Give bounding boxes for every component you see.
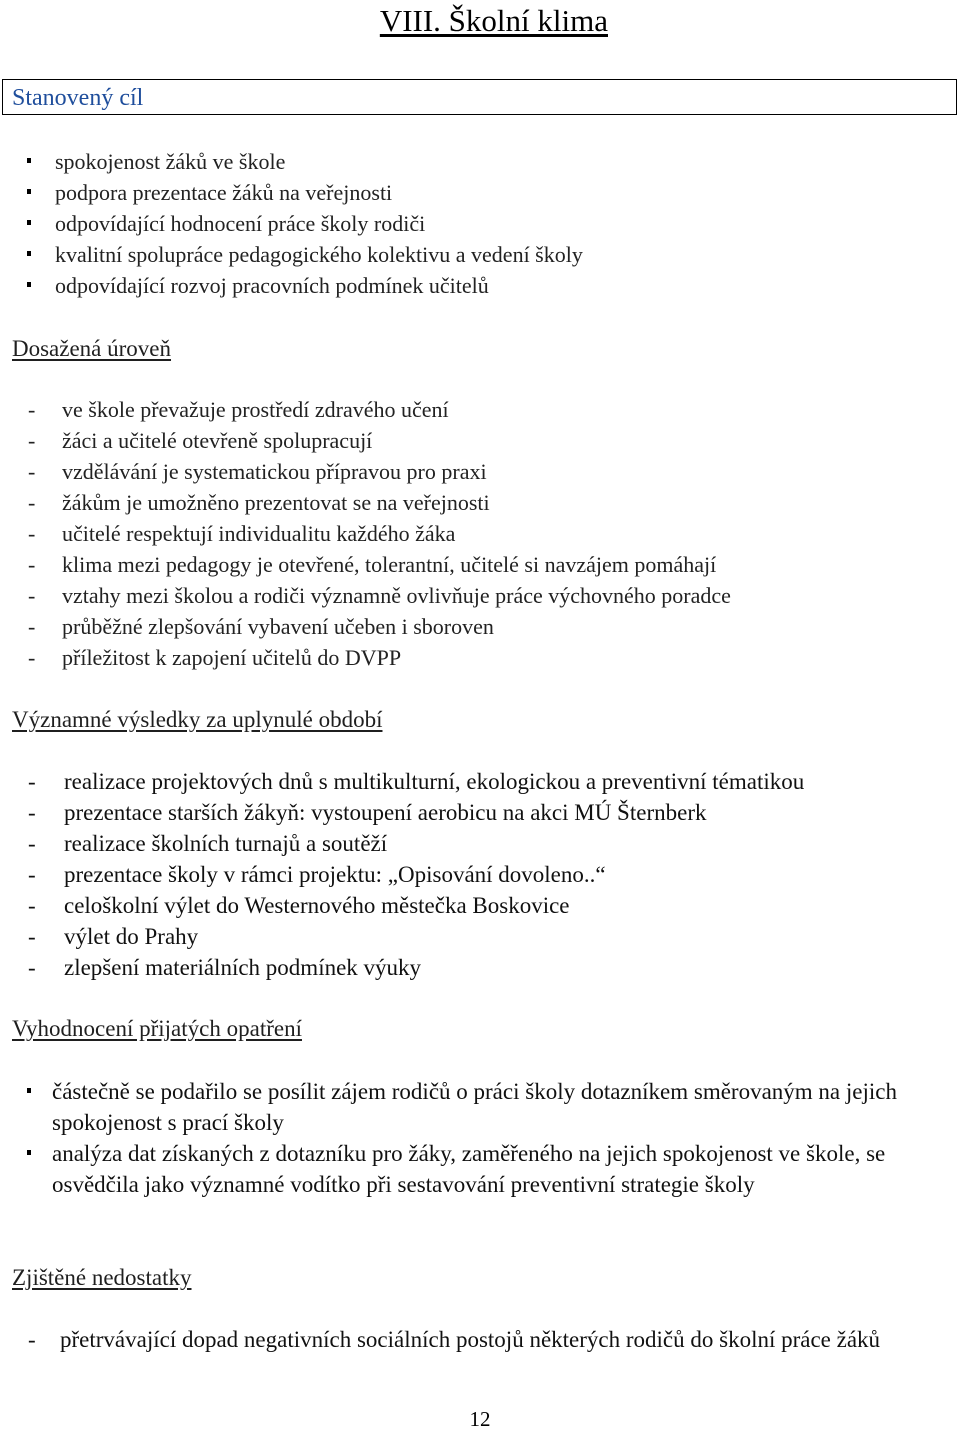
page-number: 12 — [469, 1407, 491, 1431]
square-bullet-icon — [27, 220, 31, 225]
list-item: - žákům je umožněno prezentovat se na veřejnosti — [28, 490, 490, 515]
list-item: - prezentace starších žákyň: vystoupení aerobicu na akci MÚ Šternberk — [28, 800, 707, 825]
list-item: odpovídající rozvoj pracovních podmínek učitelů — [0, 270, 583, 301]
evaluation-heading: Vyhodnocení přijatých opatření — [12, 1016, 302, 1041]
square-bullet-icon — [27, 1150, 31, 1155]
goal-label: Stanovený cíl — [12, 85, 144, 111]
list-item: - příležitost k zapojení učitelů do DVPP — [28, 645, 402, 670]
list-item: - přetrvávající dopad negativních sociálních postojů některých rodičů do školní práce žáků — [28, 1327, 881, 1352]
list-item: kvalitní spolupráce pedagogického kolektivu a vedení školy — [0, 239, 583, 270]
evaluation-list — [0, 1076, 952, 1200]
list-item: - výlet do Prahy — [28, 924, 199, 949]
list-item: - vztahy mezi školou a rodiči významně ovlivňuje práce výchovného poradce — [28, 583, 731, 608]
square-bullet-icon — [27, 189, 31, 194]
page-title: VIII. Školní klima — [379, 3, 608, 38]
list-item: - ve škole převažuje prostředí zdravého učení — [28, 397, 449, 422]
list-item: odpovídající hodnocení práce školy rodiči — [0, 208, 583, 239]
list-item: - učitelé respektují individualitu každého žáka — [28, 521, 456, 546]
list-item: částečně se podařilo se posílit zájem rodičů o práci školy dotazníkem směrovaným na jejich spokojenost s prací školy — [0, 1076, 952, 1138]
list-item: - realizace školních turnajů a soutěží — [28, 831, 388, 856]
list-item: podpora prezentace žáků na veřejnosti — [0, 177, 583, 208]
list-item: - prezentace školy v rámci projektu: „Opisování dovoleno..“ — [28, 862, 606, 887]
list-item: - klima mezi pedagogy je otevřené, tolerantní, učitelé si navzájem pomáhají — [28, 552, 717, 577]
list-item: analýza dat získaných z dotazníku pro žáky, zaměřeného na jejich spokojenost ve škole, se osvědčila jako významné vodítko při sestavování preventivní strategie školy — [0, 1138, 952, 1200]
square-bullet-icon — [27, 282, 31, 287]
level-list — [0, 394, 731, 673]
level-heading: Dosažená úroveň — [12, 336, 172, 361]
list-item: spokojenost žáků ve škole — [0, 146, 583, 177]
list-item: - zlepšení materiálních podmínek výuky — [28, 955, 422, 980]
list-item: - vzdělávání je systematickou přípravou pro praxi — [28, 459, 487, 484]
shortcomings-heading: Zjištěné nedostatky — [12, 1265, 192, 1290]
square-bullet-icon — [27, 1088, 31, 1093]
shortcomings-list — [0, 1324, 910, 1355]
goals-list — [0, 146, 583, 301]
results-list — [0, 766, 804, 983]
goal-box — [2, 79, 957, 115]
square-bullet-icon — [27, 251, 31, 256]
results-heading: Významné výsledky za uplynulé období — [12, 707, 383, 732]
square-bullet-icon — [27, 158, 31, 163]
list-item: - průběžné zlepšování vybavení učeben i sboroven — [28, 614, 494, 639]
list-item: - žáci a učitelé otevřeně spolupracují — [28, 428, 373, 453]
list-item: - realizace projektových dnů s multikulturní, ekologickou a preventivní tématikou — [28, 769, 805, 794]
list-item: - celoškolní výlet do Westernového městečka Boskovice — [28, 893, 570, 918]
